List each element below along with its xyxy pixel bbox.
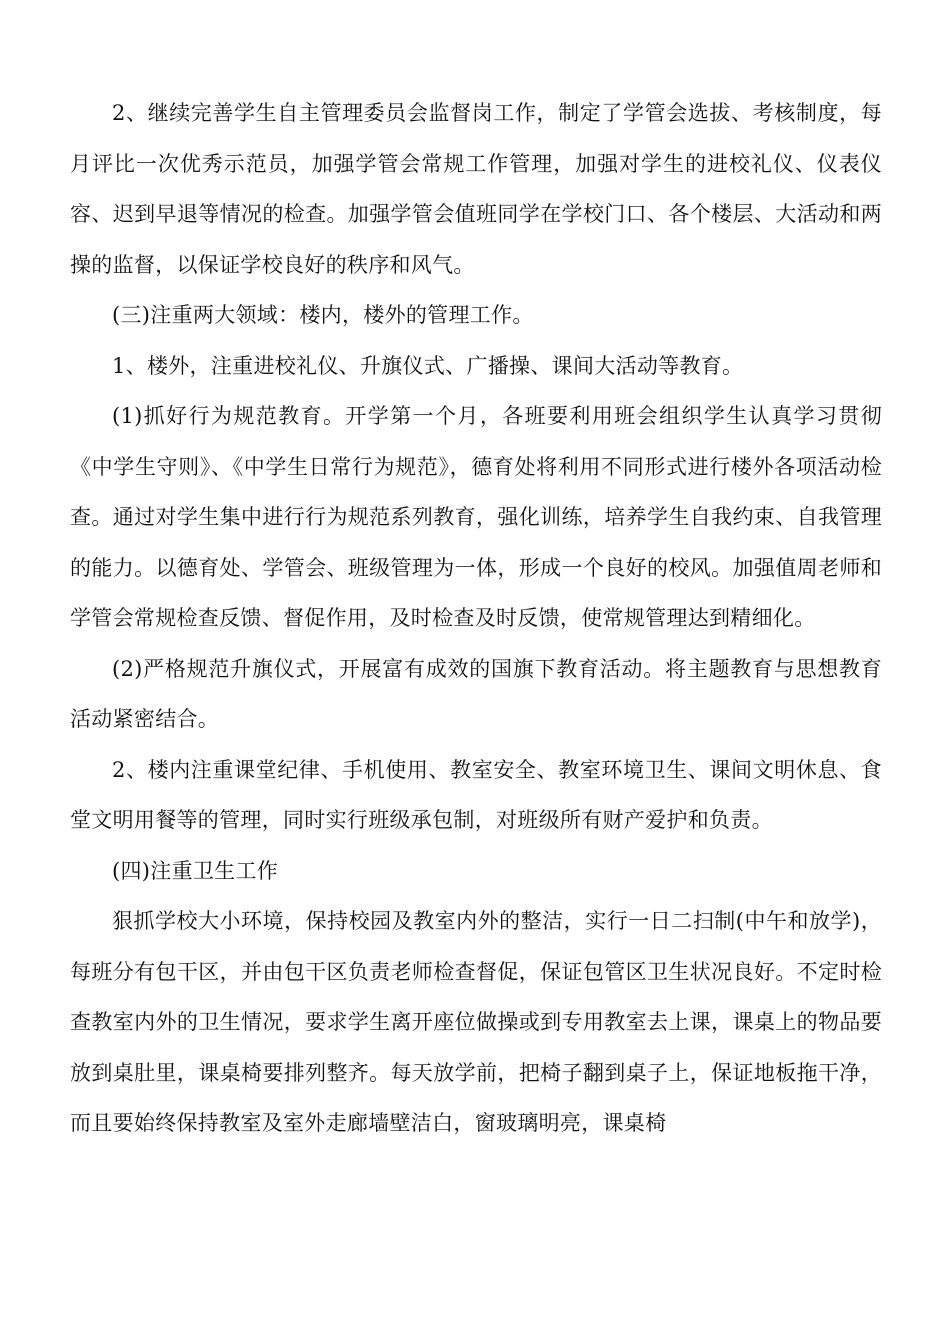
- paragraph-hygiene: 狠抓学校大小环境，保持校园及教室内外的整洁，实行一日二扫制(中午和放学)，每班分有包干区，并由包干区负责老师检查督促，保证包管区卫生状况良好。不定时检查教室内外的卫生情况，要求学生离开座位做操或到专用教室去上课，课桌上的物品要放到桌肚里，课桌椅要排列整齐。每天放学前，把椅子翻到桌子上，保证地板拖干净，而且要始终保持教室及室外走廊墙壁洁白，窗玻璃明亮，课桌椅: [70, 909, 882, 1135]
- paragraph-behavior-norms: (1)抓好行为规范教育。开学第一个月，各班要利用班会组织学生认真学习贯彻《中学生守则》、《中学生日常行为规范》，德育处将利用不同形式进行楼外各项活动检查。通过对学生集中进行行为规范系列教育，强化训练，培养学生自我约束、自我管理的能力。以德育处、学管会、班级管理为一体，形成一个良好的校风。加强值周老师和学管会常规检查反馈、督促作用，及时检查及时反馈，使常规管理达到精细化。: [70, 404, 882, 630]
- paragraph-indoor: 2、楼内注重课堂纪律、手机使用、教室安全、教室环境卫生、课间文明休息、食堂文明用餐等的管理，同时实行班级承包制，对班级所有财产爱护和负责。: [70, 757, 882, 832]
- paragraph-1: 2、继续完善学生自主管理委员会监督岗工作，制定了学管会选拔、考核制度，每月评比一次优秀示范员，加强学管会常规工作管理，加强对学生的进校礼仪、仪表仪容、迟到早退等情况的检查。加强学管会值班同学在学校门口、各个楼层、大活动和两操的监督，以保证学校良好的秩序和风气。: [70, 101, 882, 277]
- document-body: [70, 88, 882, 1149]
- paragraph-outdoor: 1、楼外，注重进校礼仪、升旗仪式、广播操、课间大活动等教育。: [112, 353, 744, 378]
- section-heading-4: (四)注重卫生工作: [112, 858, 279, 883]
- paragraph-flag-ceremony: (2)严格规范升旗仪式，开展富有成效的国旗下教育活动。将主题教育与思想教育活动紧密结合。: [70, 656, 882, 731]
- section-heading-3: (三)注重两大领域：楼内，楼外的管理工作。: [112, 303, 534, 327]
